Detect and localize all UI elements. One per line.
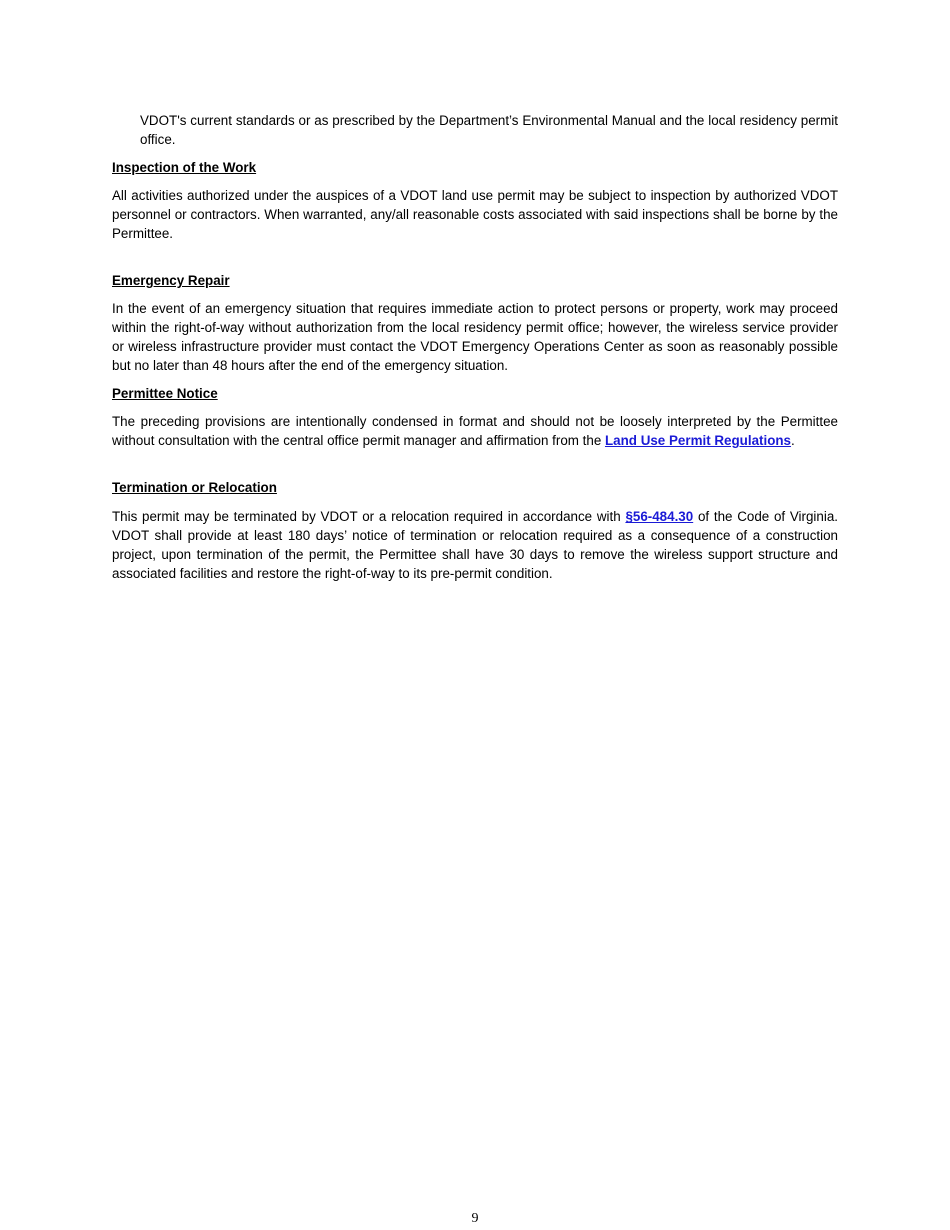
page-number: 9 [471, 1211, 479, 1226]
termination-paragraph [112, 507, 838, 583]
termination-text-after: of the Code of Virginia. VDOT shall provide at least 180 days’ notice of termination or relocation required as a consequence of a construction project, upon termination of the permit, the Permittee shall have 30 days to remove the wireless support structure and associated facilities and restore the right-of-way to its pre-permit condition. [112, 509, 839, 581]
emergency-heading: Emergency Repair [112, 273, 230, 288]
termination-text-before: This permit may be terminated by VDOT or a relocation required in accordance with [112, 509, 626, 524]
notice-paragraph [112, 412, 838, 450]
land-use-permit-regulations-link[interactable]: Land Use Permit Regulations [604, 433, 792, 448]
notice-text-after: . [791, 433, 795, 448]
emergency-paragraph: In the event of an emergency situation that requires immediate action to protect persons or property, work may proceed within the right-of-way without authorization from the local residency permit office; however, the wireless service provider or wireless infrastructure provider must contact the VDOT Emergency Operations Center as soon as reasonably possible but no later than 48 hours after the end of the emergency situation. [112, 301, 838, 373]
termination-heading: Termination or Relocation [112, 480, 277, 495]
inspection-paragraph: All activities authorized under the auspices of a VDOT land use permit may be subject to inspection by authorized VDOT personnel or contractors. When warranted, any/all reasonable costs associated with said inspections shall be borne by the Permittee. [112, 188, 838, 241]
document-page [112, 111, 838, 583]
notice-heading: Permittee Notice [112, 386, 218, 401]
notice-text-before: The preceding provisions are intentionally condensed in format and should not be loosely interpreted by the Permittee without consultation with the central office permit manager and affirmation from the [112, 414, 838, 448]
code-section-link[interactable]: §56-484.30 [625, 509, 694, 524]
continuation-paragraph: VDOT's current standards or as prescribed by the Department’s Environmental Manual and the local residency permit office. [140, 113, 838, 147]
inspection-heading: Inspection of the Work [112, 160, 257, 175]
